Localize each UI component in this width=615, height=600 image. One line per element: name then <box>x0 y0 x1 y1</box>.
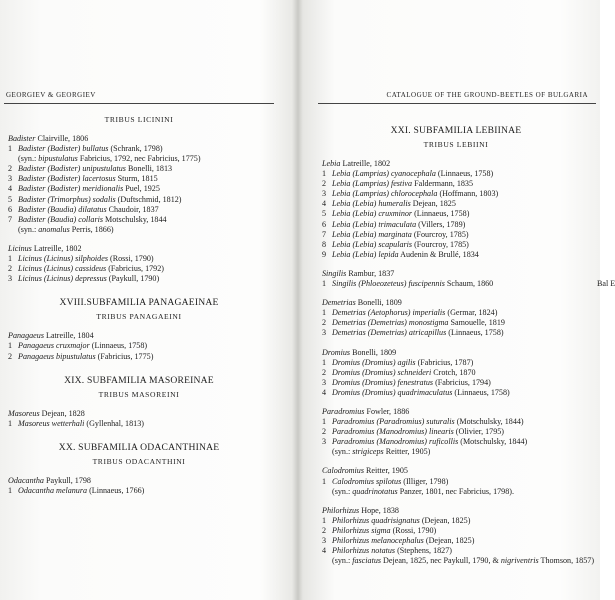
species-author: Samouelle, 1819 <box>450 318 505 328</box>
species-number: 1 <box>8 418 13 428</box>
genus-author: Latreille, 1802 <box>33 243 82 253</box>
species-number: 6 <box>8 204 13 214</box>
genus-name: Badister <box>8 134 36 143</box>
species-line <box>322 189 590 199</box>
species-line <box>8 195 270 205</box>
species-name: Badister (Badister) bullatus <box>18 144 109 154</box>
species-number: 2 <box>8 164 13 174</box>
species-name: Paradromius (Paradromius) suturalis <box>332 417 455 427</box>
synonym-author: Dejean, 1825, nec Paykull, 1790, & <box>383 556 501 566</box>
species-author: (Linnaeus, 1758) <box>437 169 494 179</box>
running-head-right: CATALOGUE OF THE GROUND-BEETLES OF BULGARIA <box>386 91 588 99</box>
synonym-name: anomalus <box>38 224 70 234</box>
species-name: Philorhizus quadrisignatus <box>332 515 420 525</box>
genus-name: Philorhizus <box>322 505 360 515</box>
species-number: 7 <box>8 214 13 224</box>
species-author: Chaudoir, 1837 <box>108 204 159 214</box>
species-line <box>322 437 590 447</box>
species-author: (Rossi, 1790) <box>392 525 437 535</box>
species-number: 1 <box>322 476 327 486</box>
species-name: Paradromius (Manodromius) ruficollis <box>332 437 459 447</box>
species-author: (Villers, 1789) <box>418 219 466 229</box>
species-number: 9 <box>322 249 327 259</box>
species-number: 1 <box>8 341 13 351</box>
species-line <box>322 240 590 250</box>
species-name: Lebia (Lamprias) cyanocephala <box>332 169 436 179</box>
species-name: Panagaeus cruxmajor <box>18 341 90 351</box>
species-number: 4 <box>322 546 327 556</box>
genus-author: Rambur, 1837 <box>348 268 395 278</box>
species-author: (Dejean, 1825) <box>421 515 471 525</box>
species-name: Demetrias (Demetrias) atricapillus <box>332 328 447 338</box>
synonym-prefix: (syn.: <box>18 154 39 164</box>
genus-block <box>322 159 590 260</box>
species-author: Motschulsky, 1844 <box>105 214 167 224</box>
species-number: 8 <box>322 239 327 249</box>
species-line <box>322 536 590 546</box>
species-line <box>322 368 590 378</box>
species-line <box>8 215 270 225</box>
species-author: Bonelli, 1813 <box>127 164 173 174</box>
species-line <box>322 516 590 526</box>
species-number: 2 <box>322 427 327 437</box>
synonym-author: Reitter, 1905) <box>385 447 431 457</box>
species-name: Odacantha melanura <box>18 485 88 495</box>
subfamily-heading: XX. SUBFAMILIA ODACANTHINAE <box>58 441 220 453</box>
species-author: (Fourcroy, 1785) <box>414 239 469 249</box>
species-line <box>322 279 615 289</box>
genus-author: Reitter, 1905 <box>366 466 408 476</box>
species-author: (Stephens, 1827) <box>397 546 452 556</box>
species-line <box>322 230 590 240</box>
species-name: Lebia (Lebia) trimaculata <box>332 219 417 229</box>
species-name: Badister (Trimorphus) sodalis <box>18 194 116 204</box>
species-author: (Linnaeus, 1766) <box>89 485 145 495</box>
synonym-name: fasciatus <box>352 556 382 566</box>
species-line <box>322 199 590 209</box>
synonym-line <box>8 225 270 235</box>
species-number: 2 <box>322 367 327 377</box>
species-line <box>322 388 590 398</box>
species-number: 1 <box>322 308 327 318</box>
species-name: Singilis (Phloeozeteus) fuscipennis <box>332 279 445 289</box>
species-name: Masoreus wetterhali <box>18 418 85 428</box>
species-author: (Paykull, 1790) <box>108 274 160 284</box>
species-line <box>322 378 590 388</box>
species-line <box>8 144 270 154</box>
species-number: 1 <box>322 279 327 289</box>
genus-name: Masoreus <box>8 408 40 418</box>
genus-author: Paykull, 1798 <box>46 475 91 485</box>
genus-name: Licinus <box>8 243 32 253</box>
species-author: Schaum, 1860 <box>446 279 494 289</box>
genus-block <box>322 407 590 457</box>
species-line <box>322 546 590 556</box>
species-line <box>8 184 270 194</box>
genus-author: Bonelli, 1809 <box>357 298 402 308</box>
species-number: 2 <box>322 179 327 189</box>
species-name: Demetrias (Demetrias) monostigma <box>332 318 449 328</box>
genus-name: Panagaeus <box>8 331 44 341</box>
species-name: Demetrias (Aetophorus) imperialis <box>332 308 446 318</box>
species-name: Calodromius spilotus <box>332 476 402 486</box>
right-page <box>304 0 615 600</box>
species-number: 2 <box>8 264 13 274</box>
synonym-prefix: (syn.: <box>332 556 353 566</box>
species-number: 1 <box>8 485 13 495</box>
species-name: Badister (Badister) unipustulatus <box>18 164 126 174</box>
genus-heading <box>322 159 590 169</box>
species-author: (Fabricius, 1792) <box>108 264 164 274</box>
species-author: (Duftschmid, 1812) <box>117 194 182 204</box>
header-rule-left <box>4 103 274 104</box>
species-line <box>8 352 270 362</box>
species-name: Badister (Baudia) collaris <box>18 214 104 224</box>
species-number: 1 <box>322 169 327 179</box>
species-name: Lebia (Lamprias) festiva <box>332 179 413 189</box>
species-name: Dromius (Dromius) schneideri <box>332 367 432 377</box>
tribus-heading: TRIBUS MASOREINI <box>98 389 180 399</box>
species-author: (Olivier, 1795) <box>455 427 505 437</box>
genus-block <box>322 268 615 289</box>
genus-author: Latreille, 1802 <box>342 159 391 168</box>
species-name: Licinus (Licinus) silphoides <box>18 254 108 264</box>
species-line <box>322 308 590 318</box>
species-number: 4 <box>8 184 13 194</box>
genus-heading <box>8 409 270 419</box>
genus-heading <box>8 134 270 144</box>
species-line <box>8 174 270 184</box>
species-line <box>322 526 590 536</box>
species-name: Badister (Baudia) dilatatus <box>18 204 107 214</box>
species-author: (Illiger, 1798) <box>403 476 449 486</box>
species-author: Crotch, 1870 <box>433 367 476 377</box>
header-rule-right <box>318 103 596 104</box>
species-author: (Linnaeus, 1758) <box>91 341 148 351</box>
species-number: 3 <box>322 328 327 338</box>
species-line <box>322 220 590 230</box>
genus-name: Odacantha <box>8 475 44 485</box>
left-page <box>0 0 296 600</box>
genus-heading <box>322 348 590 358</box>
subfamily-heading: XXI. SUBFAMILIA LEBIINAE <box>390 125 522 136</box>
species-author: (Fabricius, 1787) <box>417 357 474 367</box>
species-author: (Germar, 1824) <box>447 308 498 318</box>
synonym-author: Perris, 1866) <box>71 224 114 234</box>
synonym-author: Panzer, 1801, nec Fabricius, 1798). <box>399 486 514 496</box>
species-author: (Linnaeus, 1758) <box>448 328 504 338</box>
species-line <box>8 205 270 215</box>
species-line <box>322 209 590 219</box>
tribus-heading: TRIBUS PANAGAEINI <box>96 312 182 322</box>
species-number: 1 <box>8 254 13 264</box>
species-line <box>322 358 590 368</box>
right-page-content <box>322 112 615 566</box>
genus-block <box>322 348 590 398</box>
species-name: Lebia (Lebia) marginata <box>332 229 412 239</box>
genus-heading <box>322 298 590 308</box>
species-author: Faldermann, 1835 <box>414 179 474 189</box>
species-line <box>8 486 270 496</box>
species-number: 2 <box>8 351 13 361</box>
species-name: Dromius (Dromius) quadrimaculatus <box>332 387 453 397</box>
species-name: Lebia (Lebia) cruxminor <box>332 209 413 219</box>
genus-name: Dromius <box>322 347 351 357</box>
species-author: Puel, 1925 <box>125 184 160 194</box>
synonym-line <box>322 556 595 566</box>
species-name: Lebia (Lebia) lepida <box>332 249 399 259</box>
species-number: 4 <box>322 387 327 397</box>
species-author: (Hoffmann, 1803) <box>439 189 499 199</box>
left-page-content <box>8 112 270 496</box>
species-name: Dromius (Dromius) fenestratus <box>332 377 434 387</box>
species-author: (Gyllenhal, 1813) <box>86 418 144 428</box>
species-number: 1 <box>322 515 327 525</box>
species-number: 3 <box>8 174 13 184</box>
species-number: 3 <box>322 189 327 199</box>
synonym-author-2: Thomson, 1857) <box>540 556 595 566</box>
species-name: Philorhizus sigma <box>332 525 391 535</box>
synonym-prefix: (syn.: <box>332 486 353 496</box>
tribus-heading: TRIBUS LEBIINI <box>423 140 489 149</box>
species-author: Dejean, 1825 <box>412 199 456 209</box>
tribus-heading: TRIBUS LICININI <box>104 115 174 124</box>
species-line <box>8 264 270 274</box>
species-author: (Dejean, 1825) <box>425 536 475 545</box>
genus-block <box>8 409 270 429</box>
synonym-prefix: (syn.: <box>18 224 39 234</box>
synonym-line <box>8 154 270 164</box>
synonym-name: bipustulatus <box>38 154 78 164</box>
genus-block <box>322 505 595 567</box>
species-author: (Motschulsky, 1844) <box>460 437 528 447</box>
species-line <box>322 417 590 427</box>
species-name: Dromius (Dromius) agilis <box>332 357 416 367</box>
genus-block <box>8 331 270 361</box>
species-name: Philorhizus notatus <box>332 546 396 556</box>
species-author: (Fabricius, 1794) <box>435 377 491 387</box>
species-number: 6 <box>322 219 327 229</box>
species-name: Badister (Badister) lacertosus <box>18 174 116 184</box>
species-number: 1 <box>8 144 13 154</box>
running-head-left: GEORGIEV & GEORGIEV <box>6 91 96 99</box>
species-line <box>322 477 590 487</box>
species-author: (Schrank, 1798) <box>110 144 163 154</box>
synonym-author: Fabricius, 1792, nec Fabricius, 1775) <box>79 154 201 164</box>
species-line <box>8 341 270 351</box>
species-name: Licinus (Licinus) cassideus <box>18 264 107 274</box>
subfamily-heading: XVIII.SUBFAMILIA PANAGAEINAE <box>59 297 219 309</box>
species-number: 2 <box>322 318 327 328</box>
species-name: Panagaeus bipustulatus <box>18 351 96 361</box>
genus-heading <box>8 331 270 341</box>
genus-block <box>322 298 590 338</box>
species-name: Licinus (Licinus) depressus <box>18 274 107 284</box>
species-name: Lebia (Lamprias) chlorocephala <box>332 189 438 199</box>
synonym-name: quadrinotatus <box>352 486 398 496</box>
genus-name: Singilis <box>322 268 347 278</box>
species-line <box>8 164 270 174</box>
genus-block <box>322 466 590 496</box>
species-number: 1 <box>322 357 327 367</box>
genus-heading <box>8 476 270 486</box>
species-name: Philorhizus melanocephalus <box>332 536 424 545</box>
genus-author: Dejean, 1828 <box>41 408 85 418</box>
species-number: 5 <box>322 209 327 219</box>
genus-author: Fowler, 1886 <box>366 406 410 416</box>
species-line <box>8 254 270 264</box>
genus-author: Latreille, 1804 <box>46 331 94 341</box>
genus-heading <box>322 466 590 476</box>
species-name: Lebia (Lebia) humeralis <box>332 199 411 209</box>
species-number: 3 <box>322 377 327 387</box>
species-author: (Fourcroy, 1785) <box>413 229 469 239</box>
species-line <box>322 179 590 189</box>
synonym-line <box>322 487 590 497</box>
species-number: 3 <box>322 536 327 545</box>
species-line <box>322 169 590 179</box>
species-line <box>8 419 270 429</box>
synonym-name: strigiceps <box>352 447 384 457</box>
genus-name: Demetrias <box>322 298 356 308</box>
species-number: 3 <box>322 437 327 447</box>
species-line <box>8 274 270 284</box>
species-author: (Fabricius, 1775) <box>97 351 154 361</box>
species-author: Sturm, 1815 <box>117 174 158 184</box>
species-name: Paradromius (Manodromius) linearis <box>332 427 454 437</box>
species-number: 2 <box>322 525 327 535</box>
species-name: Badister (Badister) meridionalis <box>18 184 124 194</box>
species-number: 4 <box>322 199 327 209</box>
species-number: 1 <box>322 417 327 427</box>
genus-name: Paradromius <box>322 406 365 416</box>
synonym-name-2: nigriventris <box>500 556 539 566</box>
genus-name: Lebia <box>322 159 341 168</box>
genus-heading <box>322 506 590 516</box>
species-author: (Rossi, 1790) <box>110 254 154 264</box>
species-name: Lebia (Lebia) scapularis <box>332 239 413 249</box>
species-author: Audenin & Brullé, 1834 <box>400 249 479 259</box>
species-number: 3 <box>8 274 13 284</box>
genus-block <box>8 476 270 496</box>
species-line <box>322 328 590 338</box>
species-number: 7 <box>322 229 327 239</box>
genus-block <box>8 134 270 235</box>
species-author: (Linnaeus, 1758) <box>454 387 510 397</box>
genus-author: Clairville, 1806 <box>37 134 89 143</box>
subfamily-heading: XIX. SUBFAMILIA MASOREINAE <box>64 374 214 386</box>
genus-block <box>8 244 270 284</box>
tribus-heading: TRIBUS ODACANTHINI <box>92 456 186 466</box>
species-line <box>322 318 590 328</box>
genus-name: Calodromius <box>322 466 364 476</box>
synonym-prefix: (syn.: <box>332 447 353 457</box>
species-number: 5 <box>8 194 13 204</box>
species-line <box>322 427 590 437</box>
genus-heading <box>322 407 590 417</box>
synonym-line <box>322 447 590 457</box>
genus-heading <box>8 244 270 254</box>
species-line <box>322 250 590 260</box>
genus-author: Hope, 1838 <box>361 505 399 515</box>
genus-heading <box>322 269 590 279</box>
species-author: (Linnaeus, 1758) <box>414 209 470 219</box>
margin-note: Bal E <box>597 279 615 289</box>
species-author: (Motschulsky, 1844) <box>456 417 524 427</box>
genus-author: Bonelli, 1809 <box>352 347 397 357</box>
